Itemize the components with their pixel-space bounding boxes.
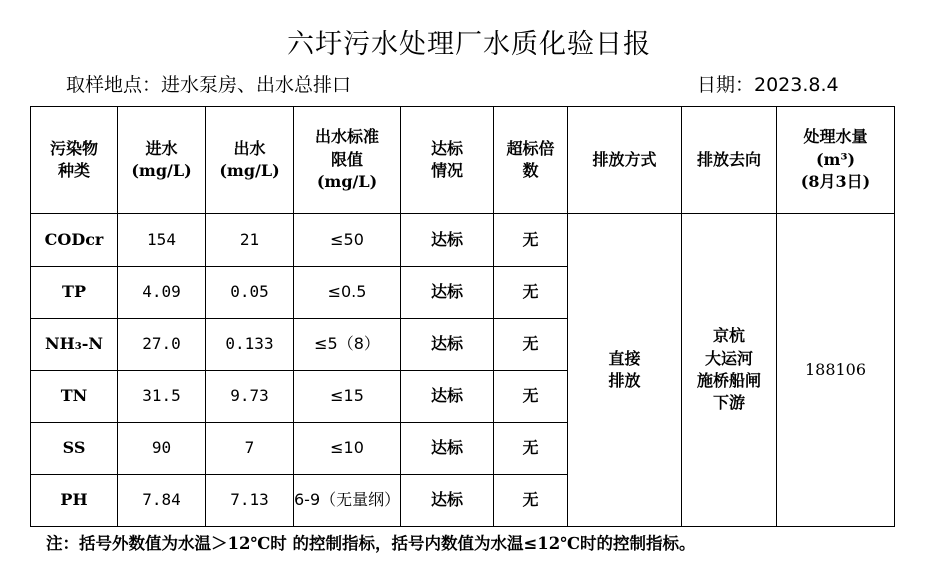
exceed-value: 无 <box>494 423 568 475</box>
discharge-method-cell <box>568 214 682 527</box>
header-standard <box>294 107 401 214</box>
compliance-value: 达标 <box>401 214 494 267</box>
header-row <box>31 107 895 214</box>
compliance-value: 达标 <box>401 319 494 371</box>
outflow-value: 21 <box>206 214 294 267</box>
standard-value: ≤10 <box>294 423 401 475</box>
compliance-value: 达标 <box>401 267 494 319</box>
exceed-value: 无 <box>494 475 568 527</box>
header-outflow <box>206 107 294 214</box>
water-quality-table <box>30 106 895 527</box>
exceed-value: 无 <box>494 319 568 371</box>
standard-value: ≤15 <box>294 371 401 423</box>
header-volume <box>777 107 895 214</box>
discharge-dest-line2: 大运河 <box>704 348 753 368</box>
header-discharge-method: 排放方式 <box>568 107 682 214</box>
sampling-location: 取样地点：进水泵房、出水总排口 <box>66 74 352 96</box>
header-exceed-line1: 超标倍 <box>506 138 555 158</box>
header-exceed-line2: 数 <box>522 161 539 180</box>
header-inflow-line1: 进水 <box>145 138 178 158</box>
exceed-value: 无 <box>494 267 568 319</box>
header-standard-unit: (mg/L) <box>316 172 378 192</box>
standard-value: ≤5（8） <box>294 319 401 371</box>
header-volume-date: (8月3日) <box>800 172 871 192</box>
header-inflow-unit: (mg/L) <box>131 161 192 180</box>
outflow-value: 0.05 <box>206 267 294 319</box>
inflow-value: 154 <box>118 214 206 267</box>
discharge-dest-line3: 施桥船闸 <box>696 371 761 390</box>
outflow-value: 0.133 <box>206 319 294 371</box>
table-row <box>31 214 895 267</box>
report-title: 六圩污水处理厂水质化验日报 <box>287 29 651 60</box>
header-pollutant-line1: 污染物 <box>49 138 98 158</box>
discharge-method-line2: 排放 <box>608 371 641 390</box>
header-inflow <box>118 107 206 214</box>
outflow-value: 9.73 <box>206 371 294 423</box>
discharge-dest-line1: 京杭 <box>712 326 745 346</box>
header-discharge-dest: 排放去向 <box>682 107 777 214</box>
inflow-value: 27.0 <box>118 319 206 371</box>
report-date: 日期：2023.8.4 <box>697 74 839 96</box>
header-pollutant-line2: 种类 <box>57 161 90 180</box>
header-standard-line1: 出水标准 <box>314 127 379 147</box>
exceed-value: 无 <box>494 371 568 423</box>
header-outflow-line1: 出水 <box>233 138 266 158</box>
discharge-method-line1: 直接 <box>608 348 641 368</box>
header-pollutant <box>31 107 118 214</box>
compliance-value: 达标 <box>401 423 494 475</box>
inflow-value: 7.84 <box>118 475 206 527</box>
pollutant-name: CODcr <box>31 214 118 267</box>
treated-volume: 188106 <box>777 214 895 527</box>
pollutant-name: SS <box>31 423 118 475</box>
inflow-value: 90 <box>118 423 206 475</box>
exceed-value: 无 <box>494 214 568 267</box>
pollutant-name: TN <box>31 371 118 423</box>
outflow-value: 7.13 <box>206 475 294 527</box>
inflow-value: 31.5 <box>118 371 206 423</box>
footnote: 注：括号外数值为水温＞12℃时 的控制指标，括号内数值为水温≤12℃时的控制指标。 <box>46 534 696 553</box>
discharge-dest-cell <box>682 214 777 527</box>
header-outflow-unit: (mg/L) <box>219 161 280 180</box>
outflow-value: 7 <box>206 423 294 475</box>
header-compliance-line1: 达标 <box>430 138 463 158</box>
standard-value: ≤0.5 <box>294 267 401 319</box>
pollutant-name: TP <box>31 267 118 319</box>
standard-value: ≤50 <box>294 214 401 267</box>
discharge-dest-line4: 下游 <box>712 393 745 413</box>
inflow-value: 4.09 <box>118 267 206 319</box>
header-exceed <box>494 107 568 214</box>
pollutant-name: NH₃-N <box>31 319 118 371</box>
pollutant-name: PH <box>31 475 118 527</box>
compliance-value: 达标 <box>401 371 494 423</box>
compliance-value: 达标 <box>401 475 494 527</box>
header-compliance-line2: 情况 <box>430 161 463 180</box>
header-compliance <box>401 107 494 214</box>
header-volume-unit: (m³) <box>815 149 856 169</box>
header-volume-line1: 处理水量 <box>803 127 868 147</box>
header-standard-line2: 限值 <box>330 149 363 169</box>
standard-value: 6-9（无量纲） <box>294 475 401 527</box>
